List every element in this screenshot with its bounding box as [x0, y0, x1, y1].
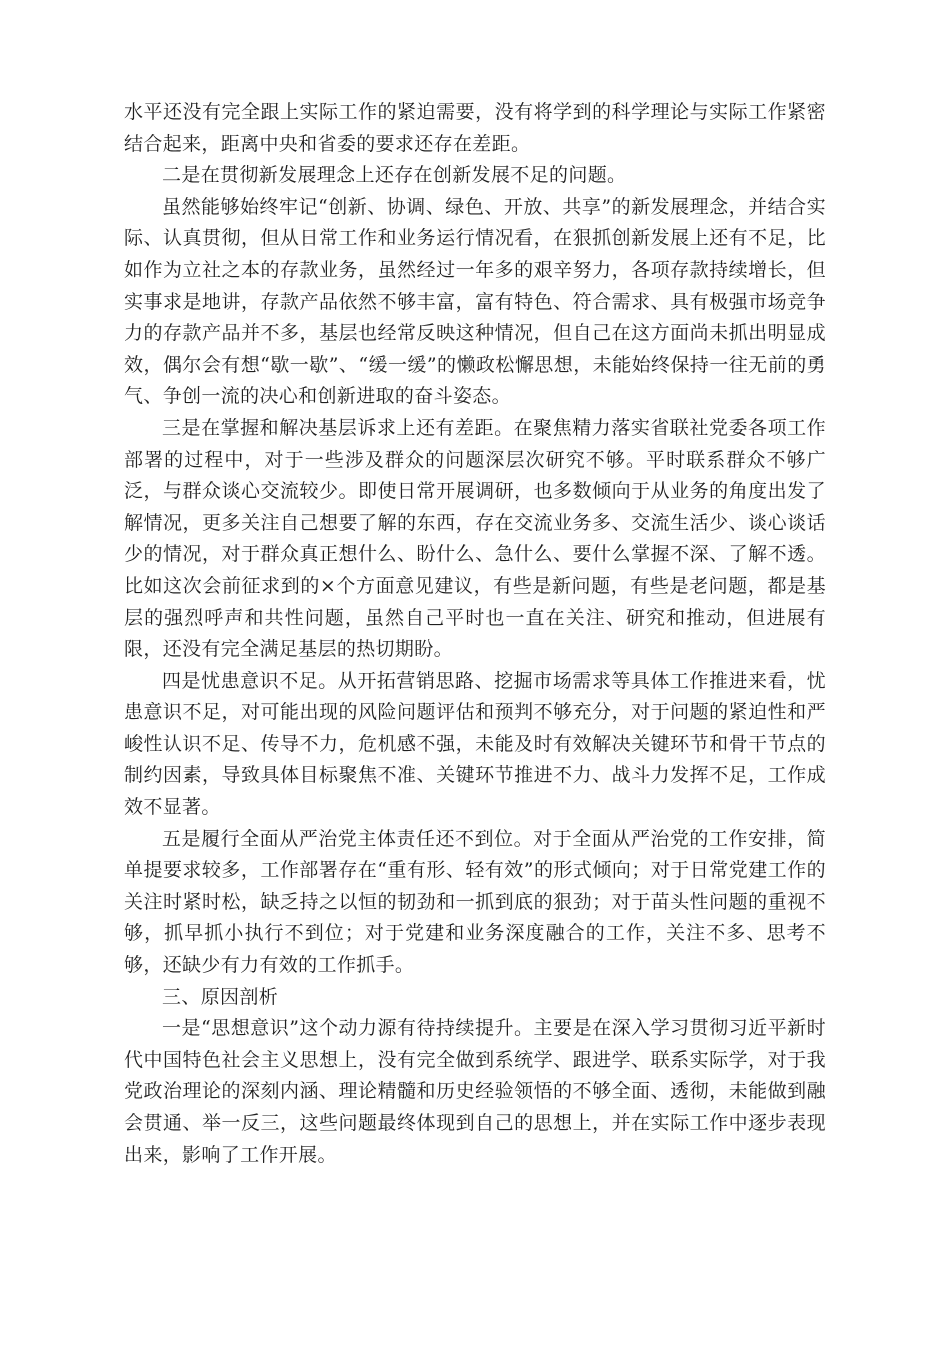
paragraph-heading-point-two: 二是在贯彻新发展理念上还存在创新发展不足的问题。: [162, 164, 627, 187]
section-heading-cause-analysis: 三、原因剖析: [162, 985, 279, 1008]
paragraph-point-three: 三是在掌握和解决基层诉求上还有差距。在聚焦精力落实省联社党委各项工作部署的过程中，对于一些涉及群众的问题深层次研究不够。平时联系群众不够广泛，与群众谈心交流较少。即使日常开展调研，也多数倾向于从业务的角度出发了解情况，更多关注自己想要了解的东西，存在交流业务多、交流生活少、谈心谈话少的情况，对于群众真正想什么、盼什么、急什么、要什么掌握不深、了解不透。比如这次会前征求到的×个方面意见建议，有些是新问题，有些是老问题，都是基层的强烈呼声和共性问题，虽然自己平时也一直在关注、研究和推动，但进展有限，还没有完全满足基层的热切期盼。: [124, 416, 826, 661]
paragraph-continuation: 水平还没有完全跟上实际工作的紧迫需要，没有将学到的科学理论与实际工作紧密结合起来，距离中央和省委的要求还存在差距。: [124, 101, 826, 155]
paragraph-innovation-detail: 虽然能够始终牢记“创新、协调、绿色、开放、共享”的新发展理念，并结合实际、认真贯彻，但从日常工作和业务运行情况看，在狠抓创新发展上还有不足，比如作为立社之本的存款业务，虽然经过一年多的艰辛努力，各项存款持续增长，但实事求是地讲，存款产品依然不够丰富，富有特色、符合需求、具有极强市场竞争力的存款产品并不多，基层也经常反映这种情况，但自己在这方面尚未抓出明显成效，偶尔会有想“歇一歇”、“缓一缓”的懒政松懈思想，未能始终保持一往无前的勇气、争创一流的决心和创新进取的奋斗姿态。: [124, 195, 826, 408]
paragraph-point-four: 四是忧患意识不足。从开拓营销思路、挖掘市场需求等具体工作推进来看，忧患意识不足，对可能出现的风险问题评估和预判不够充分，对于问题的紧迫性和严峻性认识不足、传导不力，危机感不强，未能及时有效解决关键环节和骨干节点的制约因素，导致具体目标聚焦不准、关键环节推进不力、战斗力发挥不足，工作成效不显著。: [124, 669, 826, 819]
paragraph-point-five: 五是履行全面从严治党主体责任还不到位。对于全面从严治党的工作安排，简单提要求较多，工作部署存在“重有形、轻有效”的形式倾向；对于日常党建工作的关注时紧时松，缺乏持之以恒的韧劲和一抓到底的狠劲；对于苗头性问题的重视不够，抓早抓小执行不到位；对于党建和业务深度融合的工作，关注不多、思考不够，还缺少有力有效的工作抓手。: [124, 827, 826, 977]
document-body: [124, 97, 826, 1171]
paragraph-cause-one: 一是“思想意识”这个动力源有待持续提升。主要是在深入学习贯彻习近平新时代中国特色社会主义思想上，没有完全做到系统学、跟进学、联系实际学，对于我党政治理论的深刻内涵、理论精髓和历史经验领悟的不够全面、透彻，未能做到融会贯通、举一反三，这些问题最终体现到自己的思想上，并在实际工作中逐步表现出来，影响了工作开展。: [124, 1017, 826, 1166]
